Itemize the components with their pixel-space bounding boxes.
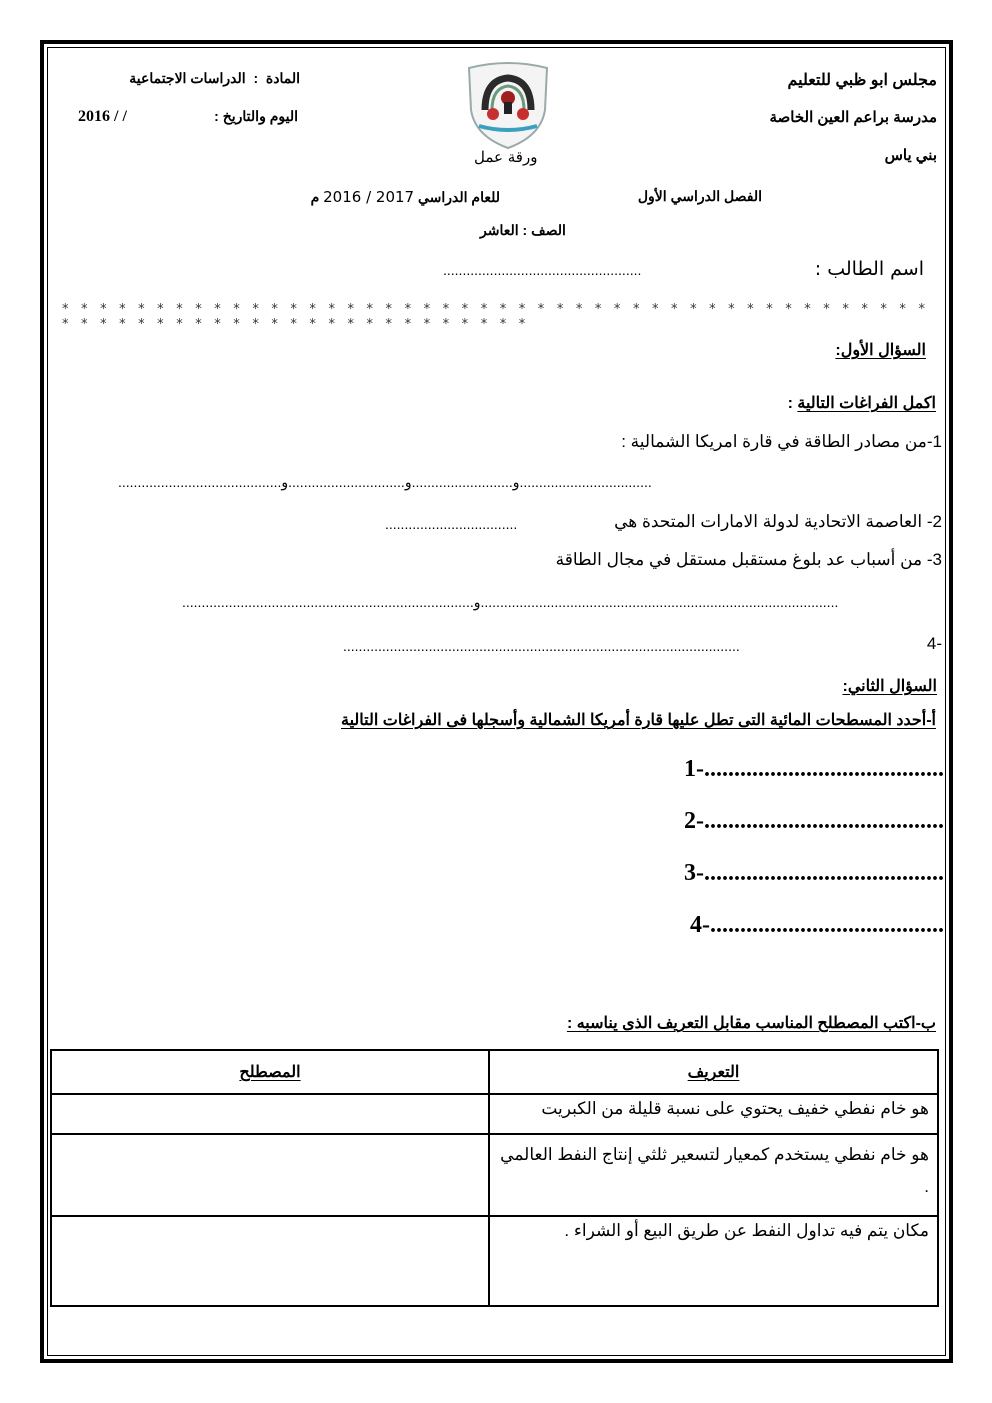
subject-colon: : [249, 70, 263, 86]
student-name-field[interactable]: ................................................... [443, 262, 642, 278]
terms-table [50, 1049, 939, 1307]
term-cell[interactable] [51, 1134, 489, 1216]
q1-item-3-blank[interactable]: ...........................................................................و............................................................................................ [182, 594, 839, 610]
term-cell[interactable] [51, 1216, 489, 1306]
table-row [51, 1216, 938, 1306]
header-definition-label: التعريف [687, 1064, 740, 1081]
q2-a-item-3[interactable]: 3-........................................ [684, 860, 944, 886]
q1-title: السؤال الأول: [835, 342, 926, 359]
definition-cell: مكان يتم فيه تداول النفط عن طريق البيع أو الشراء . [489, 1216, 938, 1306]
academic-year-line [245, 188, 500, 206]
separator-line: * * * * * * * * * * * * * * * * * * * * * * * * * * * * * * * * * * * * * * * * * * * * * * * * * * * * * * * * * * * * * * * * * * * * * * * [62, 302, 930, 332]
definition-cell: هو خام نفطي يستخدم كمعيار لتسعير ثلثي إنتاج النفط العالمي . [489, 1134, 938, 1216]
q1-item-2-blank[interactable]: .................................. [385, 516, 518, 532]
header-definition [489, 1050, 938, 1094]
grade-label: الصف : العاشر [480, 222, 566, 238]
date-line [78, 108, 298, 126]
term-cell[interactable] [51, 1094, 489, 1134]
date-value[interactable]: 2016 / / [78, 108, 127, 125]
q2-part-a-instruction: أ-أحدد المسطحات المائية التى تطل عليها قارة أمريكا الشمالية وأسجلها فى الفراغات التالية [341, 712, 936, 729]
subject-value: الدراسات الاجتماعية [129, 70, 246, 86]
q1-item-1-blank[interactable]: ..........................................و..........................و..............................و.................................. [118, 474, 652, 490]
header-term [51, 1050, 489, 1094]
q2-a-item-2[interactable]: 2-........................................ [684, 808, 944, 834]
year-suffix: م [310, 189, 320, 205]
definition-cell: هو خام نفطي خفيف يحتوي على نسبة قليلة من الكبريت [489, 1094, 938, 1134]
date-label: اليوم والتاريخ : [214, 108, 298, 124]
q2-a-item-4[interactable]: 4-....................................... [690, 912, 944, 938]
student-name-label: اسم الطالب : [814, 258, 924, 280]
q2-title: السؤال الثاني: [842, 678, 937, 695]
q1-item-4-blank[interactable]: ...................................................................................................... [343, 638, 740, 654]
school-name: مدرسة براعم العين الخاصة [769, 109, 937, 126]
q2-part-b-instruction: ب-اكتب المصطلح المناسب مقابل التعريف الذى يناسبه : [566, 1015, 936, 1032]
q1-instruction-colon: : [787, 395, 798, 412]
q1-item-2: 2- العاصمة الاتحادية لدولة الامارات المتحدة هي [614, 512, 942, 531]
table-row [51, 1094, 938, 1134]
subject-label: المادة [265, 70, 300, 86]
worksheet-label: ورقة عمل [474, 148, 538, 166]
q1-instruction [788, 393, 936, 413]
school-crest-icon [463, 58, 553, 150]
table-header-row [51, 1050, 938, 1094]
table-row [51, 1134, 938, 1216]
subject-line [100, 70, 300, 87]
school-location: بني ياس [884, 147, 937, 164]
q1-item-3: 3- من أسباب عد بلوغ مستقبل مستقل في مجال الطاقة [555, 550, 942, 569]
q2-a-item-1[interactable]: 1-........................................ [684, 756, 944, 782]
q1-item-4: 4- [926, 634, 942, 653]
semester: الفصل الدراسي الأول [637, 188, 762, 204]
q1-instruction-text: اكمل الفراغات التالية [797, 395, 936, 412]
academic-year: 2016 / 2017 [323, 188, 415, 206]
council-name: مجلس ابو ظبي للتعليم [787, 72, 937, 89]
q1-item-1: 1-من مصادر الطاقة في قارة امريكا الشمالية : [621, 432, 942, 451]
header-term-label: المصطلح [239, 1064, 301, 1081]
academic-year-label: للعام الدراسي [417, 189, 500, 205]
